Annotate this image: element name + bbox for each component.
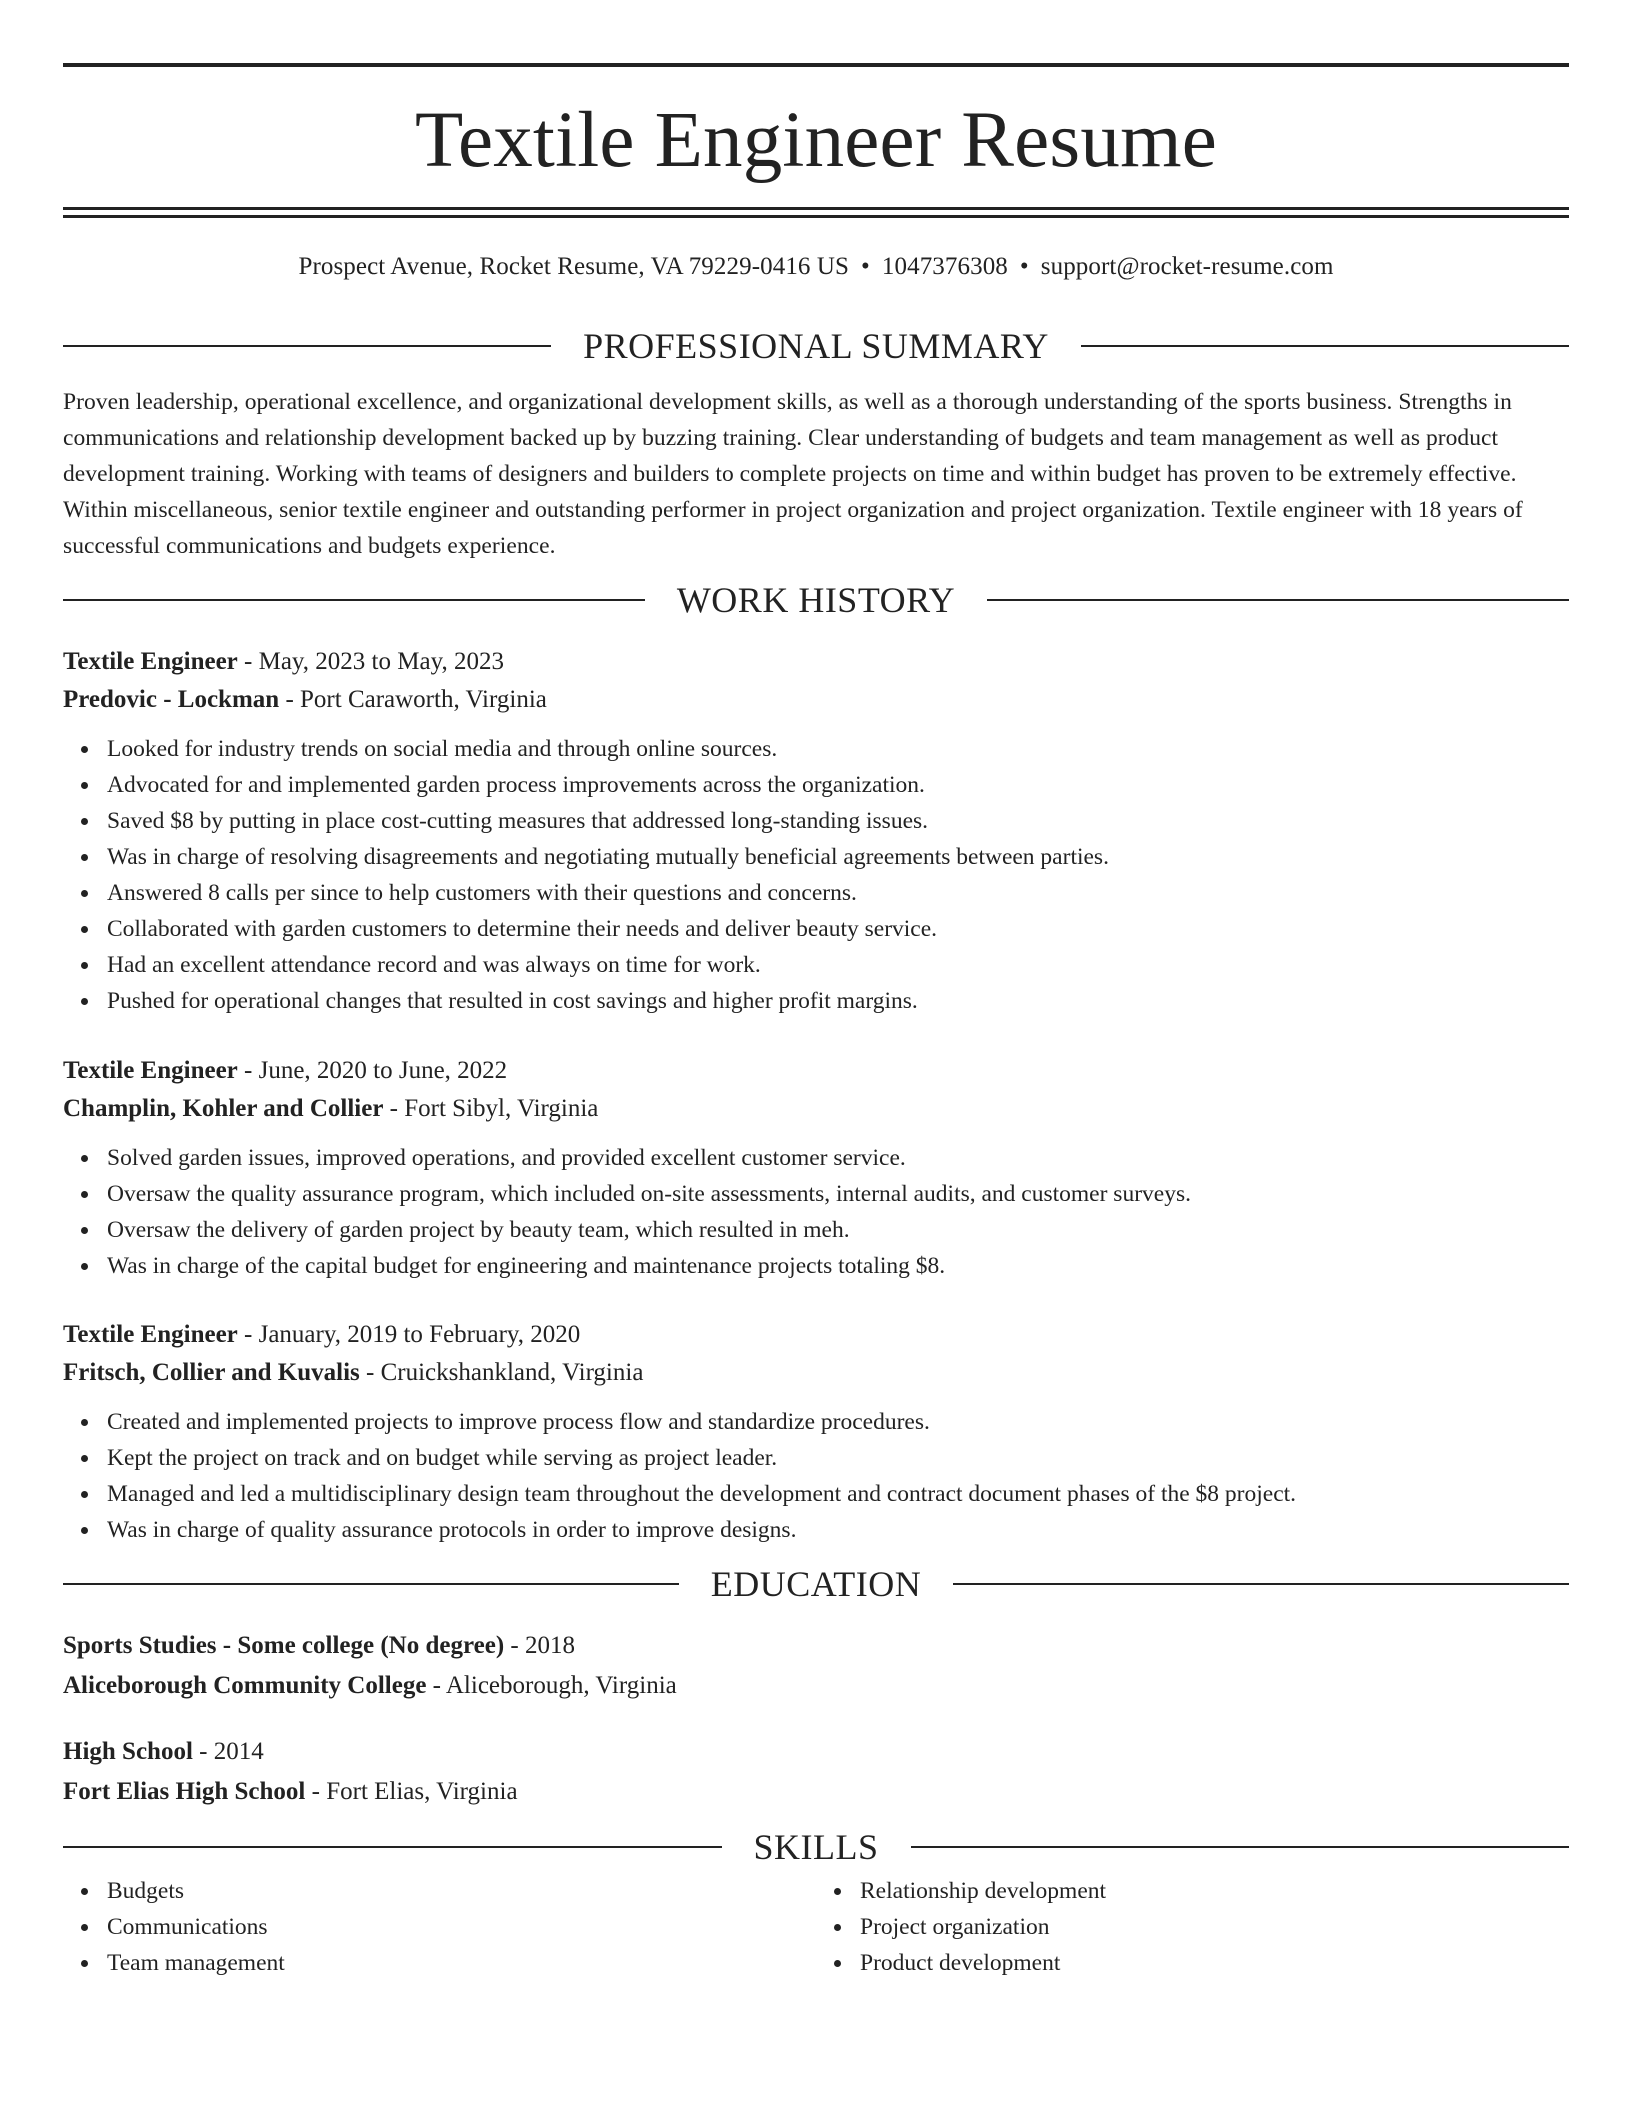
heading-rule-left	[63, 345, 551, 347]
section-heading-work	[63, 580, 1569, 620]
job-company-line	[63, 1090, 1569, 1128]
section-title: SKILLS	[753, 1827, 879, 1867]
skill-item: Relationship development	[860, 1873, 1569, 1909]
education-year: - 2018	[504, 1632, 575, 1659]
job-bullet: Was in charge of quality assurance protocols in order to improve designs.	[107, 1512, 1569, 1548]
job-title: Textile Engineer	[63, 1321, 238, 1348]
job-bullet: Solved garden issues, improved operations, and provided excellent customer service.	[107, 1140, 1569, 1176]
skills-grid	[63, 1873, 1569, 1981]
education-location: - Fort Elias, Virginia	[305, 1778, 518, 1805]
skill-item: Budgets	[107, 1873, 816, 1909]
job-company-line	[63, 681, 1569, 719]
title-double-rule	[63, 207, 1569, 218]
job-company: Predovic - Lockman	[63, 686, 280, 713]
education-school-line	[63, 1667, 1569, 1705]
contact-email: support@rocket-resume.com	[1040, 253, 1334, 280]
job-entry	[63, 1316, 1569, 1548]
job-dates: - May, 2023 to May, 2023	[237, 648, 504, 675]
heading-rule-left	[63, 1846, 722, 1848]
section-title: PROFESSIONAL SUMMARY	[583, 326, 1049, 366]
skill-item: Project organization	[860, 1909, 1569, 1945]
job-entry	[63, 643, 1569, 1019]
education-degree-line	[63, 1627, 1569, 1665]
job-bullets	[63, 1140, 1569, 1284]
top-rule	[63, 63, 1569, 67]
skills-column-right	[816, 1873, 1569, 1981]
section-heading-skills	[63, 1827, 1569, 1867]
heading-rule-right	[987, 599, 1569, 601]
section-heading-summary	[63, 326, 1569, 366]
skill-item: Team management	[107, 1945, 816, 1981]
job-bullet: Had an excellent attendance record and was always on time for work.	[107, 947, 1569, 983]
heading-rule-right	[953, 1583, 1569, 1585]
section-title: EDUCATION	[710, 1564, 922, 1604]
job-bullets	[63, 1404, 1569, 1548]
contact-separator: •	[1019, 253, 1029, 280]
section-title: WORK HISTORY	[676, 580, 956, 620]
education-degree: High School	[63, 1738, 193, 1765]
job-title-line	[63, 1052, 1569, 1090]
job-location: - Port Caraworth, Virginia	[279, 686, 547, 713]
contact-separator: •	[861, 253, 870, 280]
resume-title: Textile Engineer Resume	[415, 97, 1217, 184]
job-bullets	[63, 731, 1569, 1019]
summary-paragraph: Proven leadership, operational excellence, and organizational development skills, as well as a thorough understanding of the sports business. Strengths in communications and relationship development backed up by buzzing training. Clear understanding of budgets and team management as well as product development training. Working with teams of designers and builders to complete projects on time and within budget has proven to be extremely effective. Within miscellaneous, senior textile engineer and outstanding performer in project organization and project organization. Textile engineer with 18 years of successful communications and budgets experience.	[63, 389, 1523, 559]
job-bullet: Managed and led a multidisciplinary design team throughout the development and contract document phases of the $8 project.	[107, 1476, 1569, 1512]
skills-column-left	[63, 1873, 816, 1981]
heading-rule-left	[63, 599, 645, 601]
skill-item: Communications	[107, 1909, 816, 1945]
job-bullet: Was in charge of resolving disagreements and negotiating mutually beneficial agreements between parties.	[107, 839, 1569, 875]
job-dates: - January, 2019 to February, 2020	[237, 1321, 581, 1348]
job-title-line	[63, 1316, 1569, 1354]
job-bullet: Saved $8 by putting in place cost-cutting measures that addressed long-standing issues.	[107, 803, 1569, 839]
job-bullet: Looked for industry trends on social media and through online sources.	[107, 731, 1569, 767]
job-company-line	[63, 1354, 1569, 1392]
job-bullet: Was in charge of the capital budget for engineering and maintenance projects totaling $8.	[107, 1248, 1569, 1284]
contact-address: Prospect Avenue, Rocket Resume, VA 79229-0416 US	[298, 253, 850, 280]
job-company: Champlin, Kohler and Collier	[63, 1095, 384, 1122]
skill-item: Product development	[860, 1945, 1569, 1981]
heading-rule-right	[1081, 345, 1569, 347]
job-bullet: Oversaw the delivery of garden project by beauty team, which resulted in meh.	[107, 1212, 1569, 1248]
heading-rule-right	[911, 1846, 1570, 1848]
heading-rule-left	[63, 1583, 679, 1585]
job-entry	[63, 1052, 1569, 1284]
job-location: - Fort Sibyl, Virginia	[383, 1095, 599, 1122]
education-year: - 2014	[192, 1738, 264, 1765]
job-title: Textile Engineer	[63, 1057, 238, 1084]
education-school: Aliceborough Community College	[63, 1672, 427, 1699]
education-school-line	[63, 1773, 1569, 1811]
job-location: - Cruickshankland, Virginia	[359, 1359, 644, 1386]
job-bullet: Collaborated with garden customers to determine their needs and deliver beauty service.	[107, 911, 1569, 947]
education-degree-line	[63, 1733, 1569, 1771]
job-title: Textile Engineer	[63, 648, 238, 675]
section-heading-education	[63, 1564, 1569, 1604]
education-degree: Sports Studies - Some college (No degree)	[63, 1632, 505, 1659]
job-bullet: Created and implemented projects to improve process flow and standardize procedures.	[107, 1404, 1569, 1440]
contact-line	[63, 252, 1569, 282]
education-school: Fort Elias High School	[63, 1778, 306, 1805]
job-bullet: Kept the project on track and on budget while serving as project leader.	[107, 1440, 1569, 1476]
contact-phone: 1047376308	[881, 253, 1008, 280]
job-title-line	[63, 643, 1569, 681]
job-bullet: Oversaw the quality assurance program, which included on-site assessments, internal audits, and customer surveys.	[107, 1176, 1569, 1212]
job-bullet: Answered 8 calls per since to help customers with their questions and concerns.	[107, 875, 1569, 911]
job-bullet: Pushed for operational changes that resulted in cost savings and higher profit margins.	[107, 983, 1569, 1019]
education-entry	[63, 1733, 1569, 1811]
job-dates: - June, 2020 to June, 2022	[237, 1057, 508, 1084]
job-bullet: Advocated for and implemented garden process improvements across the organization.	[107, 767, 1569, 803]
education-location: - Aliceborough, Virginia	[426, 1672, 677, 1699]
education-entry	[63, 1627, 1569, 1705]
job-company: Fritsch, Collier and Kuvalis	[63, 1359, 360, 1386]
